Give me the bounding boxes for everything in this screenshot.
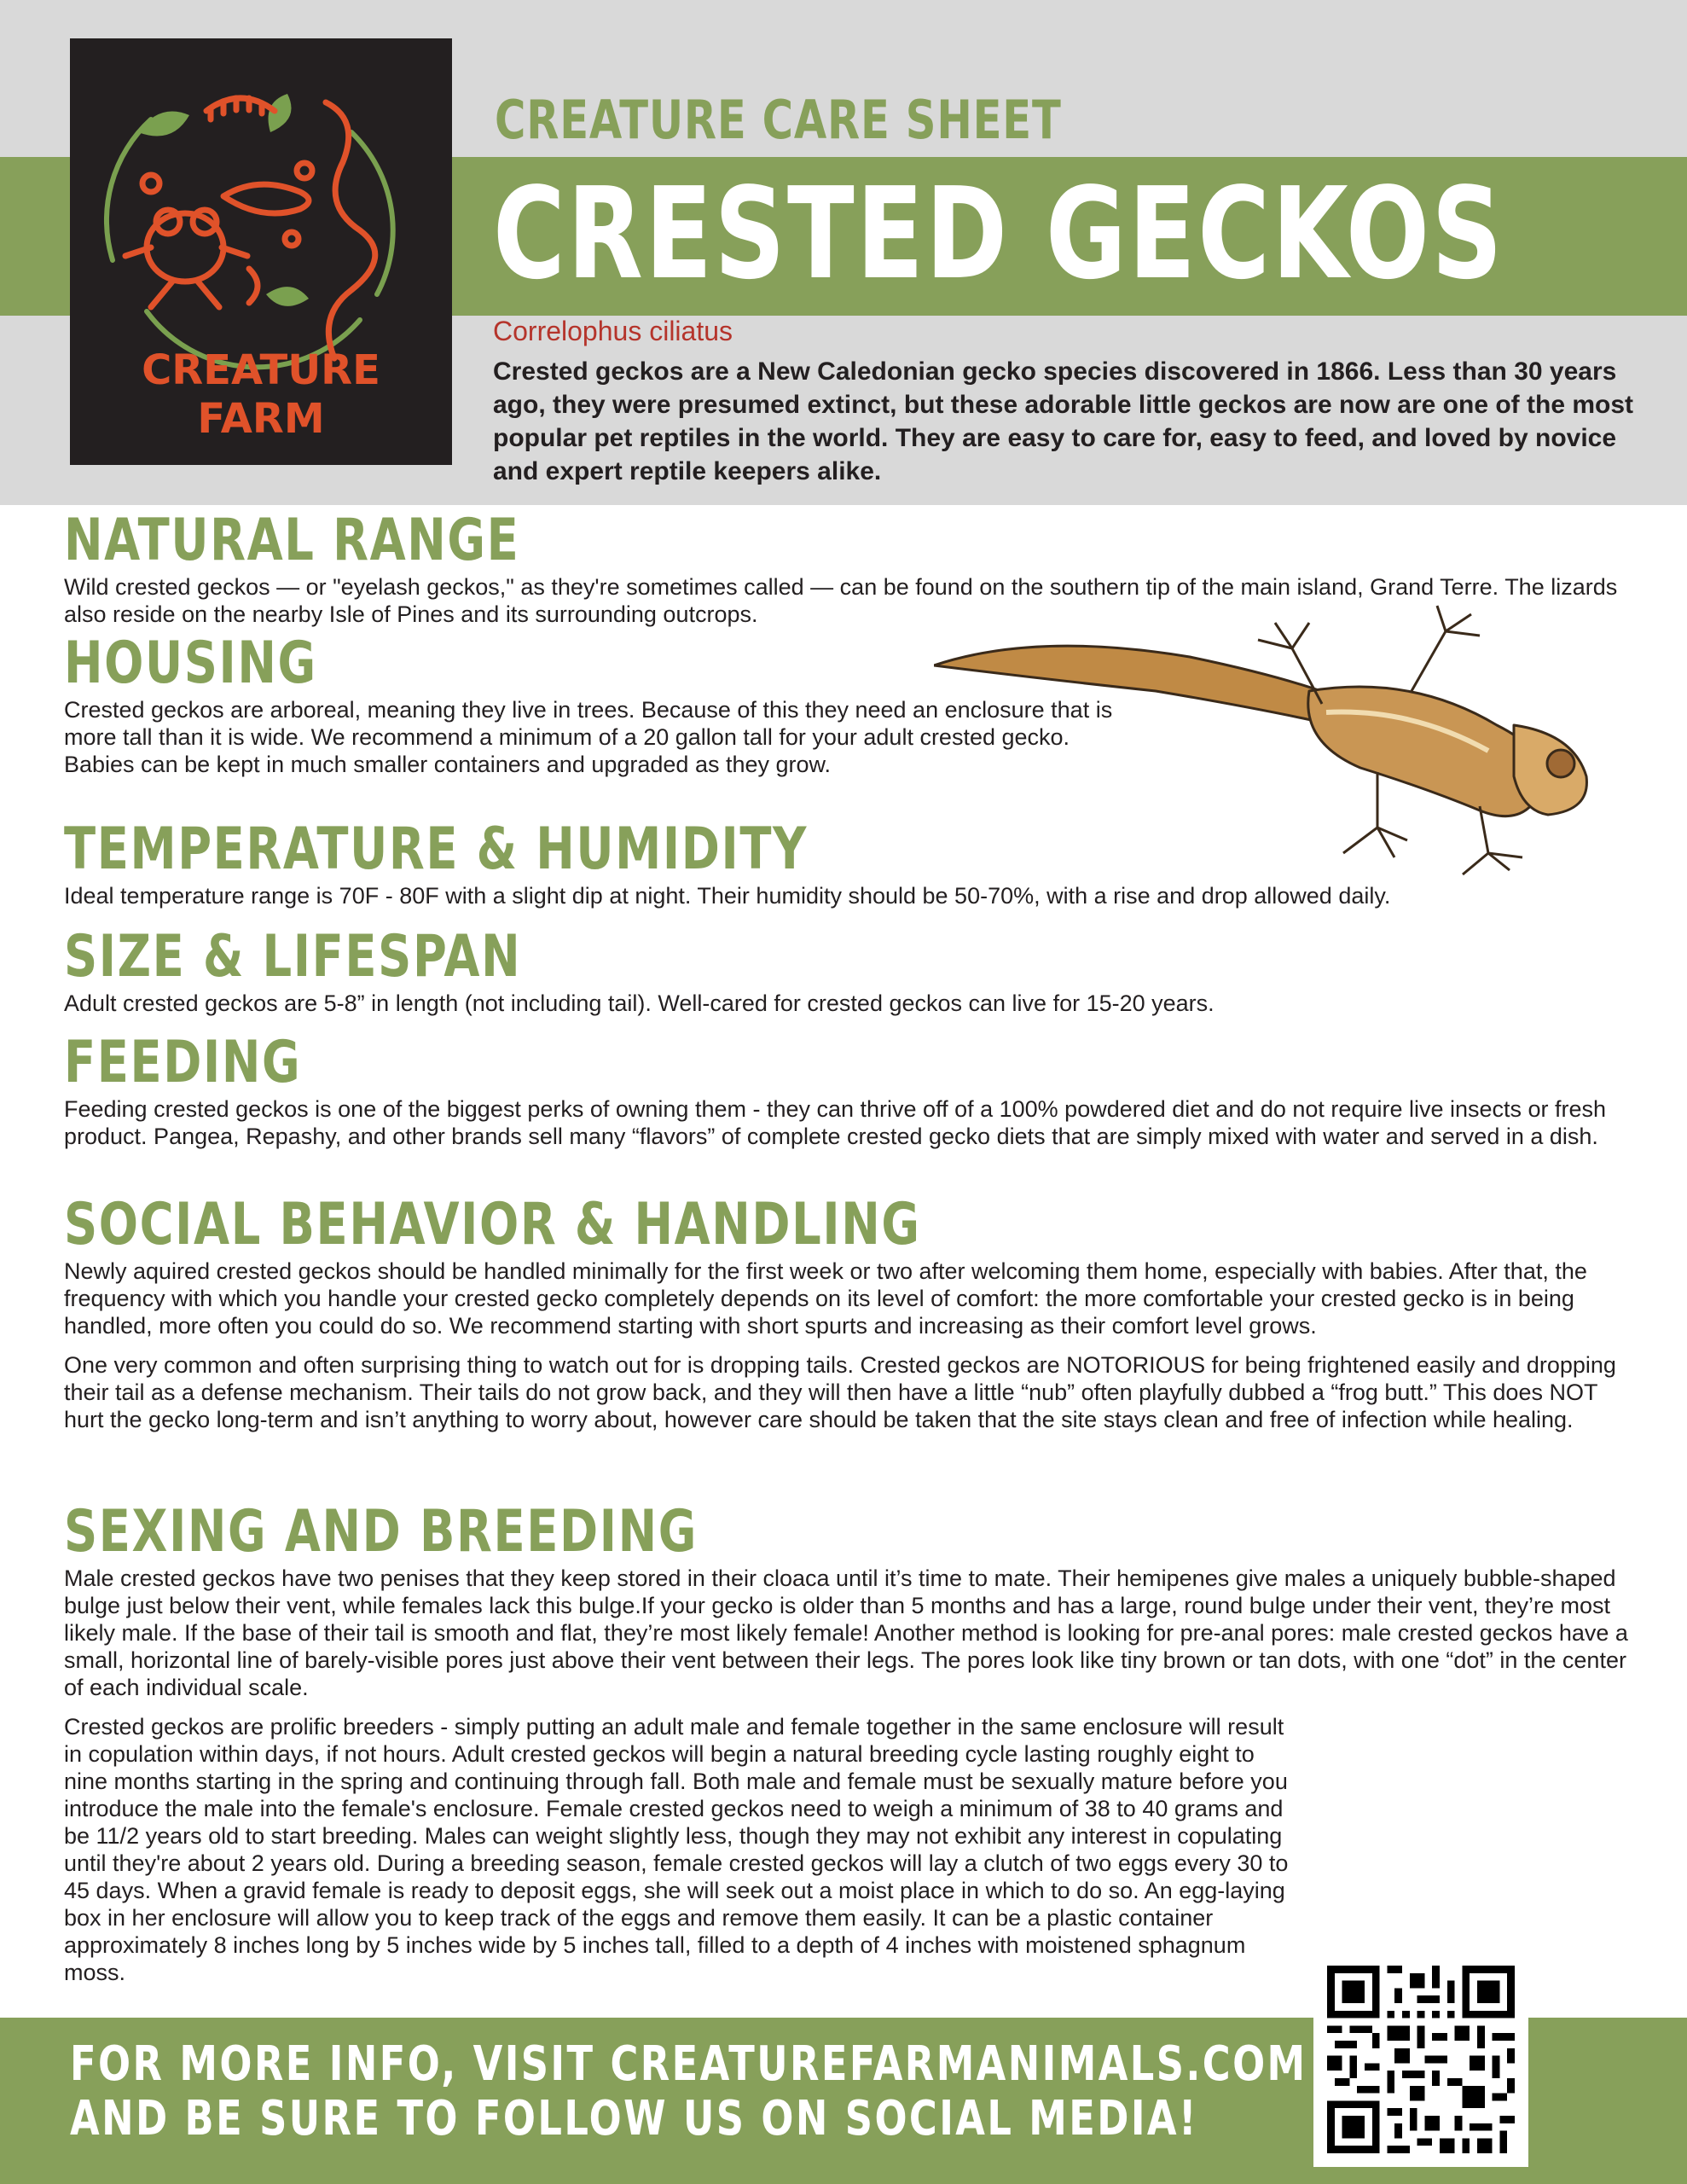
scientific-name: Correlophus ciliatus	[493, 316, 733, 346]
section-heading: SEXING AND BREEDING	[64, 1498, 699, 1565]
section-body: Crested geckos are prolific breeders - simply putting an adult male and female together in the same enclosure will result in copulation within days, if not hours. Adult crested geckos will begin a natural breeding cycle lasting roughly eight to nine months starting in the spring and continuing through fall. Both male and female must be sexually mature before you introduce the male into the female's enclosure. Female crested geckos need to weigh a minimum of 38 to 40 grams and be 11/2 years old to start breeding. Males can weight slightly less, though they may not exhibit any interest in copulating until they're about 2 years old. During a breeding season, female crested geckos will lay a clutch of two eggs every 30 to 45 days. When a gravid female is ready to deposit eggs, she will seek out a moist place in which to do so. An egg-laying box in her enclosure will allow you to keep track of the eggs and remove them easily. It can be a plastic container approximately 8 inches long by 5 inches wide by 5 inches tall, filled to a depth of 4 inches with moistened sphagnum moss.	[64, 1714, 1289, 1985]
section-body: Crested geckos are arboreal, meaning they live in trees. Because of this they need an enclosure that is more tall than it is wide. We recommend a minimum of a 20 gallon tall for your adult crested gecko. Babies can be kept in much smaller containers and upgraded as they grow.	[64, 697, 1113, 777]
qr-code[interactable]	[1313, 1952, 1528, 2167]
section-heading: SIZE & LIFESPAN	[64, 923, 522, 990]
gecko-illustration	[934, 597, 1599, 883]
section-heading: HOUSING	[64, 630, 317, 697]
section-body: Adult crested geckos are 5-8” in length (not including tail). Well-cared for crested geckos can live for 15-20 years.	[64, 990, 1215, 1016]
brand-name-line2: FARM	[197, 395, 325, 443]
section-heading: FEEDING	[64, 1029, 302, 1096]
page-title: CRESTED GECKOS	[493, 160, 1504, 307]
section-body: One very common and often surprising thing to watch out for is dropping tails. Crested geckos are NOTORIOUS for being frightened easily and dropping their tail as a defense mechanism. Their tails do not grow back, and they will then have a little “nub” often playfully dubbed a “frog butt.” This does NOT hurt the gecko long-term and isn’t anything to worry about, however care should be taken that the site stays clean and free of infection while healing.	[64, 1352, 1616, 1432]
footer-message	[70, 2037, 1307, 2146]
section-body: Ideal temperature range is 70F - 80F with a slight dip at night. Their humidity should be 50-70%, with a rise and drop allowed daily.	[64, 883, 1391, 909]
footer-line-1: FOR MORE INFO, VISIT CREATUREFARMANIMALS.COM	[70, 2036, 1307, 2092]
section-social-behavior	[64, 1191, 1633, 1433]
care-sheet-kicker: CREATURE CARE SHEET	[495, 89, 1062, 151]
section-body: Wild crested geckos — or "eyelash geckos," as they're sometimes called — can be found on the southern tip of the main island, Grand Terre. The lizards also reside on the nearby Isle of Pines and its surrounding outcrops.	[64, 574, 1618, 627]
brand-logo	[70, 38, 452, 465]
section-heading: NATURAL RANGE	[64, 507, 520, 574]
section-heading: SOCIAL BEHAVIOR & HANDLING	[64, 1191, 921, 1258]
section-body: Feeding crested geckos is one of the biggest perks of owning them - they can thrive off of a 100% powdered diet and do not require live insects or fresh product. Pangea, Repashy, and other brands sell many “flavors” of complete crested gecko diets that are simply mixed with water and served in a dish.	[64, 1096, 1607, 1149]
footer-line-2: AND BE SURE TO FOLLOW US ON SOCIAL MEDIA!	[70, 2091, 1198, 2146]
section-sexing-breeding	[64, 1498, 1633, 1986]
section-size-lifespan	[64, 923, 1633, 1017]
section-body: Newly aquired crested geckos should be handled minimally for the first week or two after welcoming them home, especially with babies. After that, the frequency with which you handle your crested gecko completely depends on its level of comfort: the more comfortable your crested gecko is in being handled, more often you could do so. We recommend starting with short spurts and increasing as their comfort level grows.	[64, 1258, 1587, 1339]
section-heading: TEMPERATURE & HUMIDITY	[64, 816, 809, 883]
section-body: Male crested geckos have two penises that they keep stored in their cloaca until it’s time to mate. Their hemipenes give males a uniquely bubble-shaped bulge just below their vent, while females lack this bulge.If your gecko is older than 5 months and has a large, round bulge under their vent, they’re most likely male. If the base of their tail is smooth and flat, they’re most likely female! Another method is looking for pre-anal pores: male crested geckos have a small, horizontal line of barely-visible pores just above their vent between their legs. The pores look like tiny brown or tan dots, with one “dot” in the center of each individual scale.	[64, 1565, 1628, 1700]
intro-paragraph: Crested geckos are a New Caledonian gecko species discovered in 1866. Less than 30 years ago, they were presumed extinct, but these adorable little geckos are now are one of the most popular pet reptiles in the world. They are easy to care for, easy to feed, and loved by novice and expert reptile keepers alike.	[493, 357, 1634, 485]
section-feeding	[64, 1029, 1633, 1150]
brand-name-line1: CREATURE	[142, 346, 380, 394]
